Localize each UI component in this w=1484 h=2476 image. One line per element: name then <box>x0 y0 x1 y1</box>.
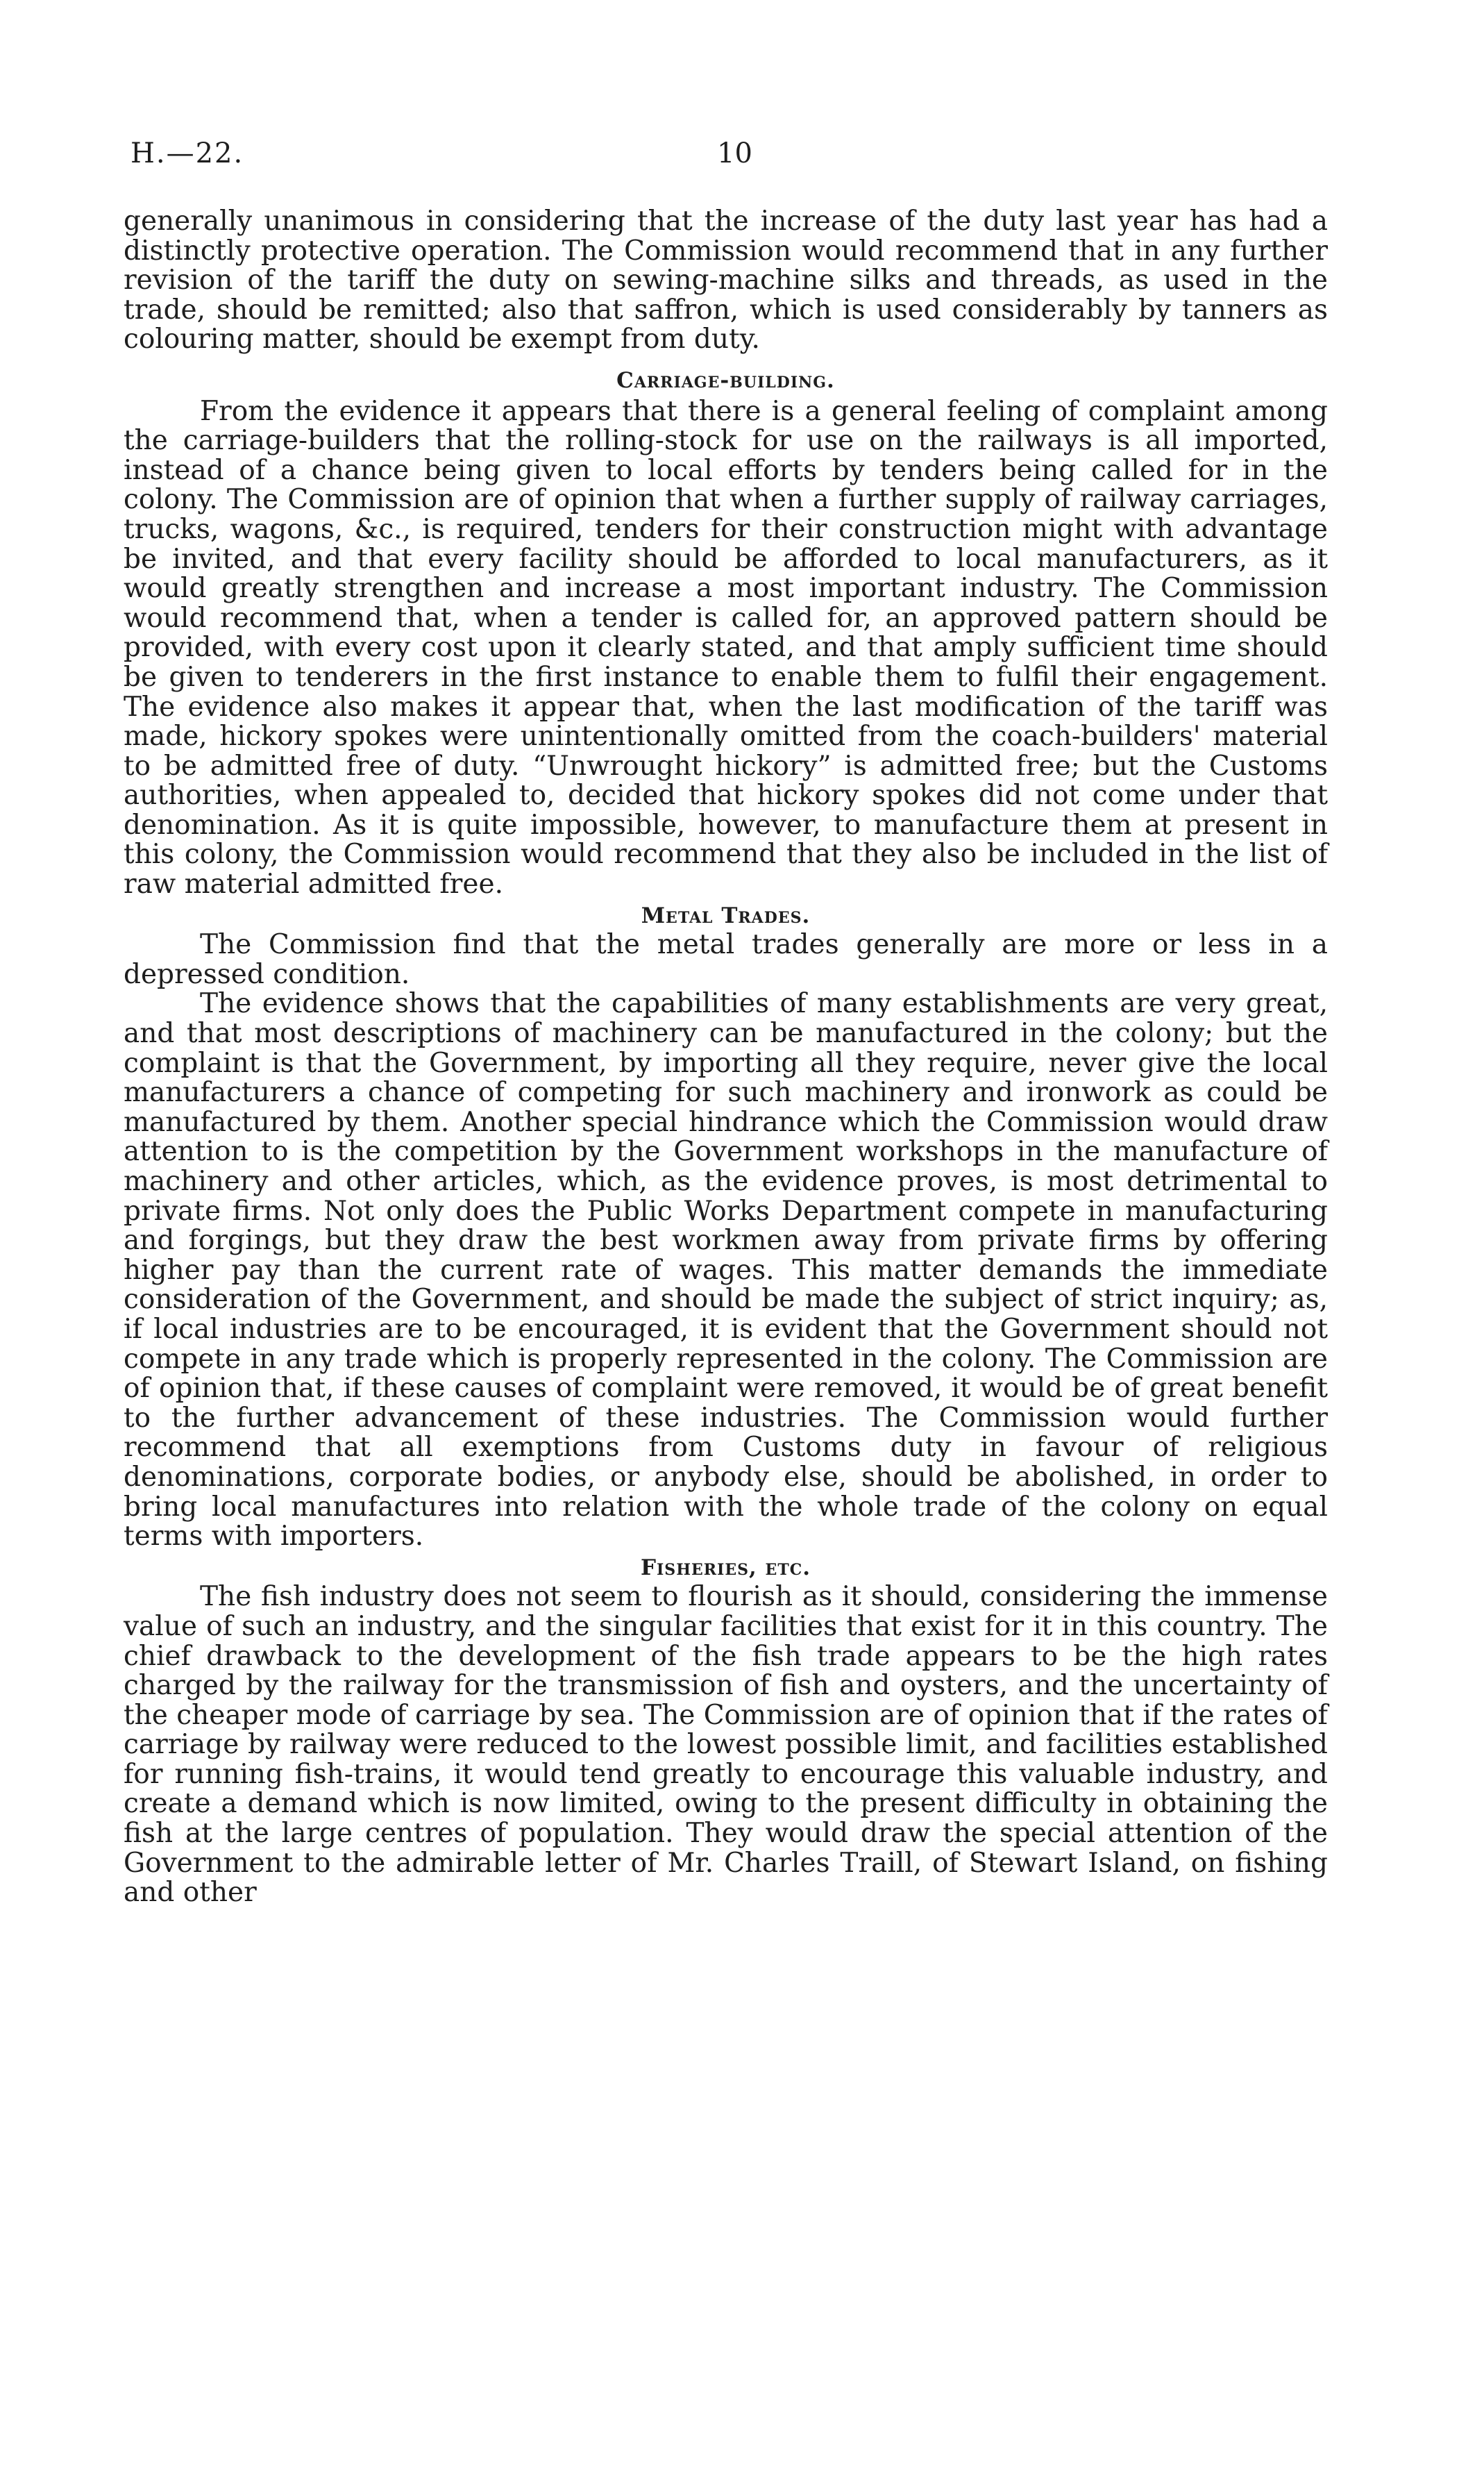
page-number: 10 <box>717 137 752 169</box>
document-reference: H.—22. <box>130 137 244 169</box>
metal-trades-paragraph-1: The Commission find that the metal trades generally are more or less in a depressed condition. <box>124 929 1328 990</box>
intro-paragraph: generally unanimous in considering that the increase of the duty last year has had a distinctly protective operation. The Commission would recommend that in any further revision of the tariff the duty on sewing-machine silks and threads, as used in the trade, should be remitted; also that saffron, which is used considerably by tanners as colouring matter, should be exempt from duty. <box>124 206 1328 355</box>
fisheries-paragraph: The fish industry does not seem to flourish as it should, considering the immense value of such an industry, and the singular facilities that exist for it in this country. The chief drawback to the development of the fish trade appears to be the high rates charged by the railway for the transmission of fish and oysters, and the uncertainty of the cheaper mode of carriage by sea. The Commission are of opinion that if the rates of carriage by railway were reduced to the lowest possible limit, and facilities established for running fish-trains, it would tend greatly to encourage this valuable industry, and create a demand which is now limited, owing to the present difficulty in obtaining the fish at the large centres of population. They would draw the special attention of the Government to the admirable letter of Mr. Charles Traill, of Stewart Island, on fishing and other <box>124 1581 1328 1909</box>
page-header <box>130 137 1331 179</box>
body-text <box>124 207 1328 1908</box>
section-heading-fisheries: Fisheries, etc. <box>641 1555 811 1580</box>
metal-trades-paragraph-2: The evidence shows that the capabilities of many establishments are very great, and that most descriptions of machinery can be manufactured in the colony; but the complaint is that the Government, by importing all they require, never give the local manufacturers a chance of competing for such machinery and ironwork as could be manufactured by them. Another special hindrance which the Commission would draw attention to is the competition by the Government workshops in the manufacture of machinery and other articles, which, as the evidence proves, is most detrimental to private firms. Not only does the Public Works Department compete in manufacturing and forgings, but they draw the best workmen away from private firms by offering higher pay than the current rate of wages. This matter demands the immediate consideration of the Government, and should be made the subject of strict inquiry; as, if local industries are to be encouraged, it is evident that the Government should not compete in any trade which is properly represented in the colony. The Commission are of opinion that, if these causes of complaint were removed, it would be of great benefit to the further advancement of these industries. The Commission would further recommend that all exemptions from Customs duty in favour of religious denominations, corporate bodies, or anybody else, should be abolished, in order to bring local manufactures into relation with the whole trade of the colony on equal terms with importers. <box>124 988 1328 1553</box>
section-heading-metal-trades: Metal Trades. <box>641 903 811 928</box>
carriage-building-paragraph: From the evidence it appears that there is a general feeling of complaint among the carriage-builders that the rolling-stock for use on the railways is all imported, instead of a chance being given to local efforts by tenders being called for in the colony. The Commission are of opinion that when a further supply of railway carriages, trucks, wagons, &c., is required, tenders for their construction might with advantage be invited, and that every facility should be afforded to local manufacturers, as it would greatly strengthen and increase a most important industry. The Commission would recommend that, when a tender is called for, an approved pattern should be provided, with every cost upon it clearly stated, and that amply sufficient time should be given to tenderers in the first instance to enable them to fulfil their engagement. The evidence also makes it appear that, when the last modification of the tariff was made, hickory spokes were unintentionally omitted from the coach-builders' material to be admitted free of duty. “Unwrought hickory” is admitted free; but the Customs authorities, when appealed to, decided that hickory spokes did not come under that denomination. As it is quite impossible, however, to manufacture them at present in this colony, the Commission would recommend that they also be included in the list of raw material admitted free. <box>124 395 1328 901</box>
section-heading-carriage-building: Carriage-building. <box>616 367 835 393</box>
